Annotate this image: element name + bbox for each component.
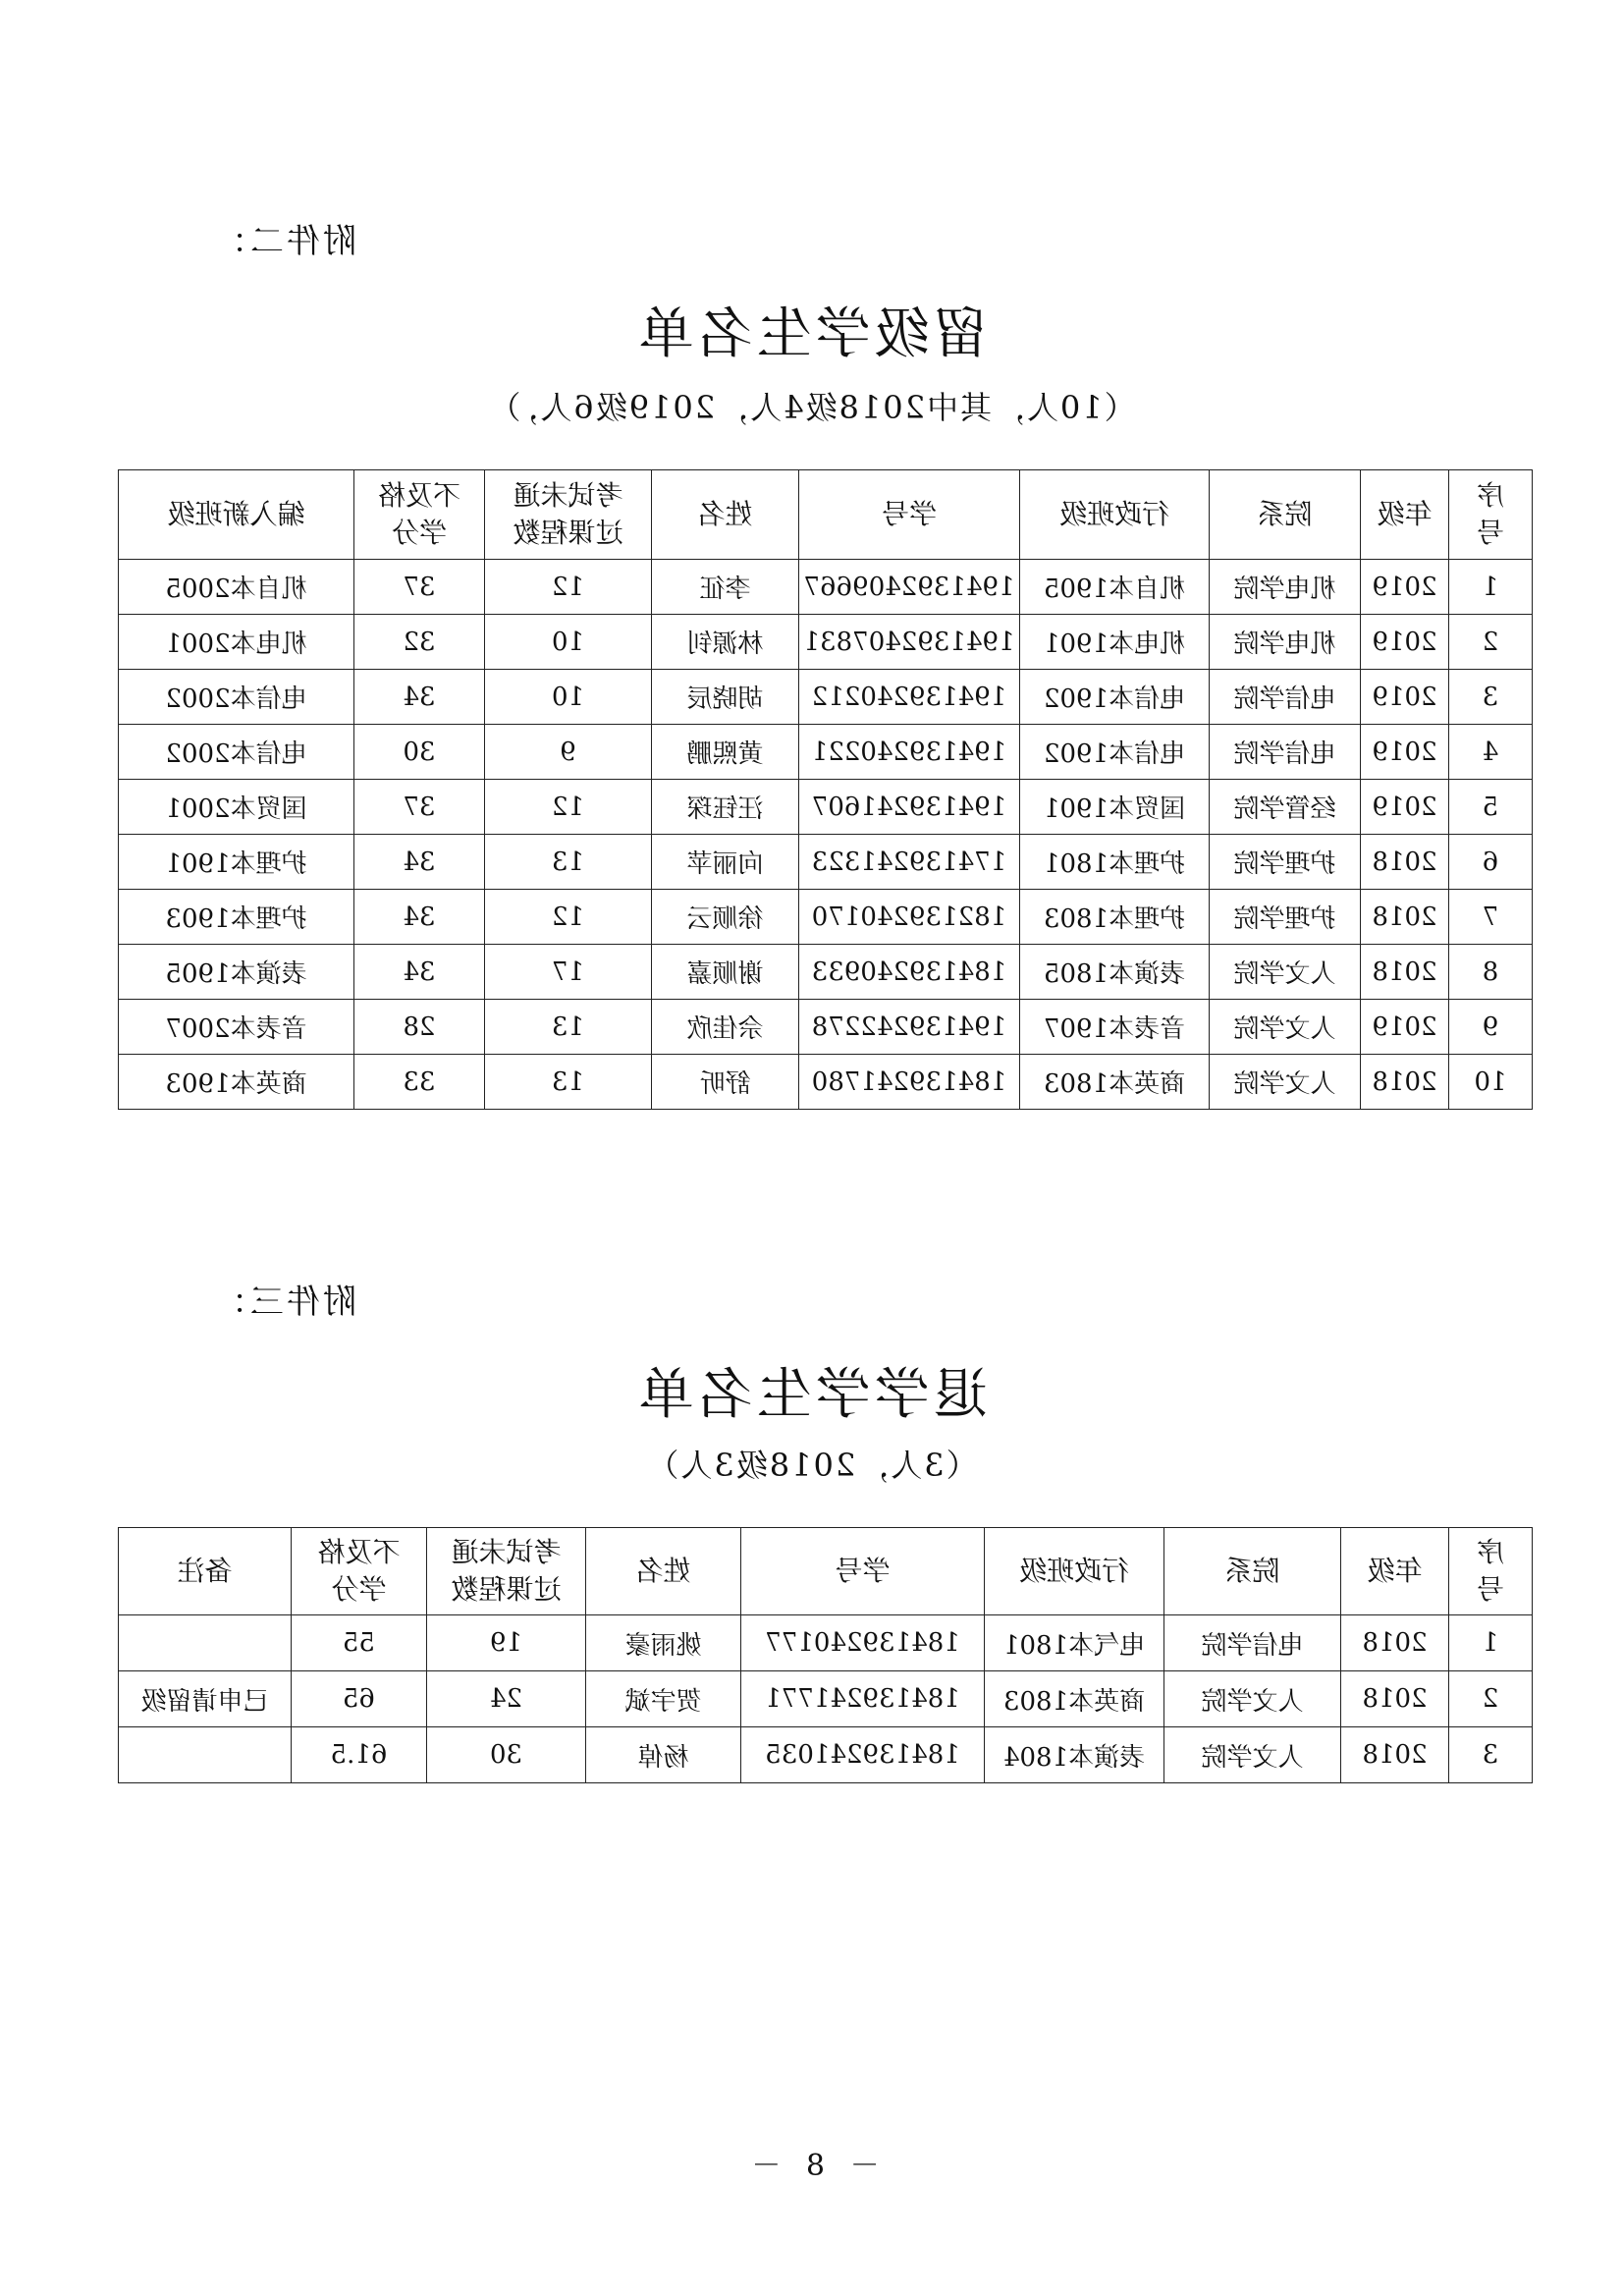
table-cell: 37 [354,780,485,835]
table-cell: 机自本1905 [1020,560,1210,615]
page-subtitle: （10人，其中2018级4人，2019级6人，） [487,389,1136,426]
column-header: 姓名 [652,470,799,560]
table-cell: 已申请留级 [119,1671,292,1727]
table-cell: 19 [427,1615,586,1671]
table-cell: 194139241607 [799,780,1020,835]
table-cell: 24 [427,1671,586,1727]
column-header: 考试未通 过课程数 [427,1528,586,1615]
table-cell: 护理学院 [1210,890,1361,945]
table-row [119,945,1533,1000]
table-cell: 2 [1449,615,1533,670]
table-cell [119,1727,292,1783]
table-cell: 4 [1449,725,1533,780]
table-cell: 184139240933 [799,945,1020,1000]
column-header: 序 号 [1449,1528,1533,1615]
attachment-label: 附件二： [211,222,356,261]
column-header: 年级 [1341,1528,1449,1615]
table-cell: 184139241035 [741,1727,985,1783]
column-header: 不及格 学分 [292,1528,427,1615]
table-header-row [119,1528,1533,1615]
table-cell: 表演本1805 [1020,945,1210,1000]
table-row [119,670,1533,725]
table-cell: 护理学院 [1210,835,1361,890]
table-cell: 2018 [1341,1727,1449,1783]
table-cell: 电信学院 [1164,1615,1341,1671]
table-cell: 7 [1449,890,1533,945]
table-cell: 商英本1803 [1020,1055,1210,1110]
table-cell: 55 [292,1615,427,1671]
table-row [119,890,1533,945]
table-cell: 电信本1902 [1020,670,1210,725]
table-cell: 表演本1804 [985,1727,1164,1783]
table-cell: 音表本2007 [119,1000,354,1055]
page-subtitle: （3人，2018级3人） [645,1447,978,1484]
table-cell: 商英本1903 [119,1055,354,1110]
table-cell: 谢顺嘉 [652,945,799,1000]
table-cell: 2018 [1361,945,1449,1000]
table-cell: 电气本1801 [985,1615,1164,1671]
table-cell: 2019 [1361,670,1449,725]
table-cell: 2018 [1361,890,1449,945]
table-cell: 9 [1449,1000,1533,1055]
table-cell: 6 [1449,835,1533,890]
table-cell: 贺宇斌 [586,1671,741,1727]
table-cell: 表演本1905 [119,945,354,1000]
table-cell: 2019 [1361,1000,1449,1055]
table-cell: 1941392407831 [799,615,1020,670]
table-cell: 184139241780 [799,1055,1020,1110]
table-cell: 12 [485,890,652,945]
column-header: 姓名 [586,1528,741,1615]
table-cell: 舒昕 [652,1055,799,1110]
table-cell: 2019 [1361,560,1449,615]
table-cell: 汪钰琛 [652,780,799,835]
table-row [119,1055,1533,1110]
table-cell: 国贸本2001 [119,780,354,835]
table-cell: 37 [354,560,485,615]
table-cell: 5 [1449,780,1533,835]
table-cell: 17 [485,945,652,1000]
table-cell: 音表本1907 [1020,1000,1210,1055]
table-cell: 2018 [1341,1671,1449,1727]
table-cell: 人文学院 [1164,1727,1341,1783]
table-cell: 佘佳欣 [652,1000,799,1055]
table-row [119,1000,1533,1055]
column-header: 考试未通 过课程数 [485,470,652,560]
table-row [119,780,1533,835]
table-cell: 2 [1449,1671,1533,1727]
column-header: 备注 [119,1528,292,1615]
table-cell: 人文学院 [1210,945,1361,1000]
table-cell: 13 [485,1055,652,1110]
table-cell: 人文学院 [1210,1055,1361,1110]
table-cell: 3 [1449,1727,1533,1783]
table-cell: 机电本1901 [1020,615,1210,670]
table-cell: 34 [354,670,485,725]
table-header-row [119,470,1533,560]
table-cell: 194139240221 [799,725,1020,780]
table-cell: 护理本1803 [1020,890,1210,945]
table-cell: 2018 [1361,1055,1449,1110]
table-cell: 电信学院 [1210,725,1361,780]
table-cell: 林源钊 [652,615,799,670]
table-cell: 1 [1449,560,1533,615]
table-row [119,560,1533,615]
table-cell: 电信本2002 [119,725,354,780]
table-cell: 2018 [1361,835,1449,890]
table-cell: 1941392409667 [799,560,1020,615]
table-cell: 胡晓辰 [652,670,799,725]
page-title: 留级学生名单 [634,302,989,366]
table-cell: 3 [1449,670,1533,725]
table-cell: 30 [354,725,485,780]
table-cell: 护理本1903 [119,890,354,945]
repeat-students-table [118,469,1533,1110]
table-cell: 8 [1449,945,1533,1000]
table-cell: 机自本2005 [119,560,354,615]
table-row [119,1615,1533,1671]
table-cell: 姚雨豪 [586,1615,741,1671]
table-cell: 194139242278 [799,1000,1020,1055]
page-number: － 8 － [743,2149,880,2183]
table-cell: 2019 [1361,615,1449,670]
table-cell: 184139240177 [741,1615,985,1671]
table-cell: 184139241771 [741,1671,985,1727]
table-cell: 9 [485,725,652,780]
table-cell: 182139240170 [799,890,1020,945]
table-cell: 13 [485,835,652,890]
table-cell: 人文学院 [1210,1000,1361,1055]
table-row [119,1671,1533,1727]
table-cell: 34 [354,835,485,890]
table-cell: 61.5 [292,1727,427,1783]
table-cell: 向丽苹 [652,835,799,890]
table-cell: 28 [354,1000,485,1055]
column-header: 序 号 [1449,470,1533,560]
table-cell: 174139241323 [799,835,1020,890]
table-cell: 人文学院 [1164,1671,1341,1727]
table-cell: 经管学院 [1210,780,1361,835]
column-header: 行政班级 [1020,470,1210,560]
table-cell: 徐顺云 [652,890,799,945]
table-cell: 32 [354,615,485,670]
table-cell: 30 [427,1727,586,1783]
column-header: 院系 [1210,470,1361,560]
table-cell: 194139240212 [799,670,1020,725]
table-cell: 商英本1803 [985,1671,1164,1727]
table-cell: 机电本2001 [119,615,354,670]
page-title: 退学学生名单 [634,1363,989,1427]
dropout-students-table [118,1527,1533,1783]
attachment-label: 附件三： [211,1283,356,1322]
column-header: 编入新班级 [119,470,354,560]
table-cell: 2019 [1361,780,1449,835]
table-cell: 13 [485,1000,652,1055]
column-header: 年级 [1361,470,1449,560]
table-cell: 65 [292,1671,427,1727]
table-cell: 33 [354,1055,485,1110]
table-cell: 34 [354,890,485,945]
table-cell: 电信学院 [1210,670,1361,725]
table-cell: 机电学院 [1210,615,1361,670]
column-header: 学号 [799,470,1020,560]
column-header: 不及格 学分 [354,470,485,560]
table-cell: 2018 [1341,1615,1449,1671]
table-cell: 护理本1801 [1020,835,1210,890]
table-cell: 12 [485,560,652,615]
column-header: 院系 [1164,1528,1341,1615]
column-header: 行政班级 [985,1528,1164,1615]
table-row [119,835,1533,890]
table-row [119,1727,1533,1783]
table-row [119,615,1533,670]
table-cell: 12 [485,780,652,835]
table-cell: 1 [1449,1615,1533,1671]
table-cell: 10 [1449,1055,1533,1110]
table-cell: 国贸本1901 [1020,780,1210,835]
table-cell: 34 [354,945,485,1000]
table-cell: 2019 [1361,725,1449,780]
table-cell: 10 [485,615,652,670]
column-header: 学号 [741,1528,985,1615]
table-cell: 黄熙鹏 [652,725,799,780]
table-cell: 李征 [652,560,799,615]
table-cell: 杨倬 [586,1727,741,1783]
table-cell: 机电学院 [1210,560,1361,615]
table-cell [119,1615,292,1671]
table-cell: 护理本1901 [119,835,354,890]
table-cell: 电信本2002 [119,670,354,725]
table-cell: 电信本1902 [1020,725,1210,780]
table-cell: 10 [485,670,652,725]
table-row [119,725,1533,780]
